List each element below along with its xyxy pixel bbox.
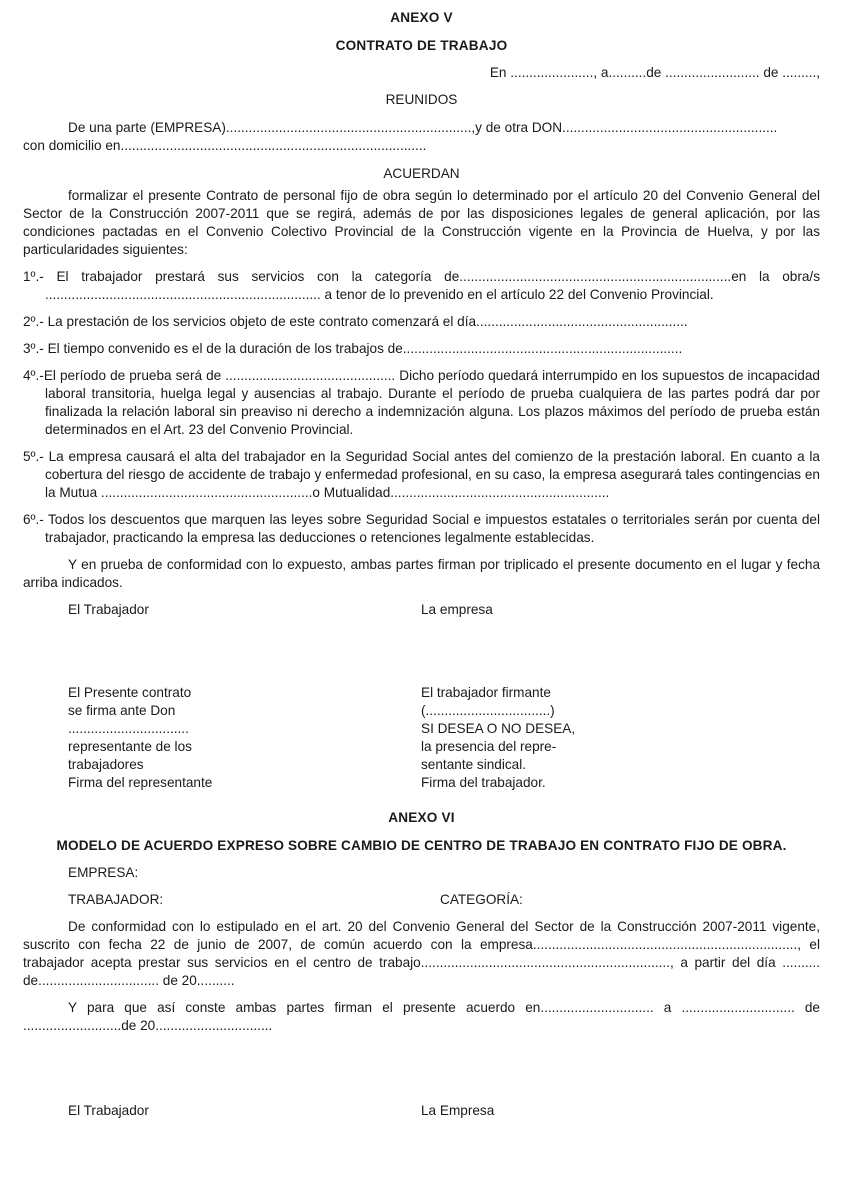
clause-4: 4º.-El período de prueba será de ............................................. Dicho período quedará interrumpido en los supuestos de incapacidad laboral transitoria, huelga legal y ausencias al trabajo. Durante el período de prueba cualquiera de las partes podrá dar por finalizada la relación laboral sin preaviso ni derecho a indemnización alguna. Los plazos máximos del período de prueba están determinados en el Art. 23 del Convenio Provincial.: [23, 368, 820, 437]
place-date-line: En ......................, a..........de ......................... de .........,: [489, 65, 820, 80]
witness-left-line: El Presente contrato: [68, 685, 192, 700]
clause-5: 5º.- La empresa causará el alta del trabajador en la Seguridad Social antes del comienzo de la prestación laboral. En cuanto a la cobertura del riesgo de accidente de trabajo y enfermedad profesional, en su caso, la empresa asegurará tales contingencias en la Mutua ........................................................o Mutualidad..........................................................: [23, 449, 820, 500]
witness-block: [23, 684, 820, 792]
clause-1: 1º.- El trabajador prestará sus servicios con la categoría de........................................................................en la obra/s ......................................................................... a tenor de lo prevenido en el artículo 22 del Convenio Provincial.: [23, 269, 820, 302]
sign-worker-label: El Trabajador: [68, 602, 149, 617]
parties-line: De una parte (EMPRESA).................................................................,y de otra DON.........................................................: [68, 120, 778, 135]
anexo-vi-paragraph-2: Y para que así conste ambas partes firman el presente acuerdo en.............................. a .............................. de ..........................de 20...............................: [23, 1000, 820, 1033]
anexo-vi-title: MODELO DE ACUERDO EXPRESO SOBRE CAMBIO DE CENTRO DE TRABAJO EN CONTRATO FIJO DE OBRA.: [56, 838, 787, 853]
intro-paragraph: formalizar el presente Contrato de personal fijo de obra según lo determinado por el artículo 20 del Convenio General del Sector de la Construcción 2007-2011 que se regirá, además de por las disposiciones legales de general aplicación, por las condiciones pactadas en el Convenio Colectivo Provincial de la Construcción vigente en la Provincia de Huelva, y por las particularidades siguientes:: [23, 188, 820, 257]
anexo-v-heading: ANEXO V: [390, 10, 453, 25]
witness-left-line: trabajadores: [68, 757, 144, 772]
anexo-vi-sign-worker: El Trabajador: [68, 1103, 149, 1118]
worker-category-row: [23, 891, 820, 909]
clause-3: 3º.- El tiempo convenido es el de la duración de los trabajos de..........................................................................: [23, 341, 683, 356]
signature-labels: [23, 601, 820, 619]
contract-title: CONTRATO DE TRABAJO: [335, 38, 508, 53]
witness-right-line: sentante sindical.: [421, 757, 527, 772]
reunidos-label: REUNIDOS: [385, 92, 458, 107]
clause-2: 2º.- La prestación de los servicios objeto de este contrato comenzará el día........................................................: [23, 314, 688, 329]
anexo-vi-sign-company: La Empresa: [421, 1103, 495, 1118]
witness-right-line: Firma del trabajador.: [421, 775, 546, 790]
witness-left: [23, 684, 421, 792]
acuerdan-label: ACUERDAN: [383, 166, 460, 181]
witness-left-line: Firma del representante: [68, 775, 213, 790]
closing-paragraph: Y en prueba de conformidad con lo expuesto, ambas partes firman por triplicado el presente documento en el lugar y fecha arriba indicados.: [23, 557, 820, 590]
witness-right-line: (.................................): [421, 703, 555, 718]
sign-company-label: La empresa: [421, 602, 493, 617]
trabajador-label: TRABAJADOR:: [68, 892, 164, 907]
witness-left-line: ................................: [68, 721, 189, 736]
witness-right-line: El trabajador firmante: [421, 685, 551, 700]
parties-block: [23, 119, 820, 155]
anexo-vi-paragraph-1: De conformidad con lo estipulado en el art. 20 del Convenio General del Sector de la Construcción 2007-2011 vigente, suscrito con fecha 22 de junio de 2007, de común acuerdo con la empresa......................................................................, el trabajador acepta prestar sus servicios en el centro de trabajo.................................................................., a partir del día .......... de................................ de 20..........: [23, 919, 820, 988]
witness-left-line: se firma ante Don: [68, 703, 176, 718]
witness-right-line: SI DESEA O NO DESEA,: [421, 721, 576, 736]
clause-6: 6º.- Todos los descuentos que marquen las leyes sobre Seguridad Social e impuestos estatales o territoriales serán por cuenta del trabajador, practicando la empresa las deducciones o retenciones legalmente establecidas.: [23, 512, 820, 545]
witness-right-line: la presencia del repre-: [421, 739, 557, 754]
anexo-vi-heading: ANEXO VI: [388, 810, 455, 825]
domicile-line: con domicilio en.................................................................................: [23, 138, 427, 153]
anexo-vi-signature-labels: [23, 1102, 820, 1120]
document-page: [23, 9, 820, 1120]
witness-left-line: representante de los: [68, 739, 192, 754]
empresa-label: EMPRESA:: [68, 865, 139, 880]
categoria-label: CATEGORÍA:: [440, 892, 523, 907]
witness-right: [421, 684, 820, 792]
